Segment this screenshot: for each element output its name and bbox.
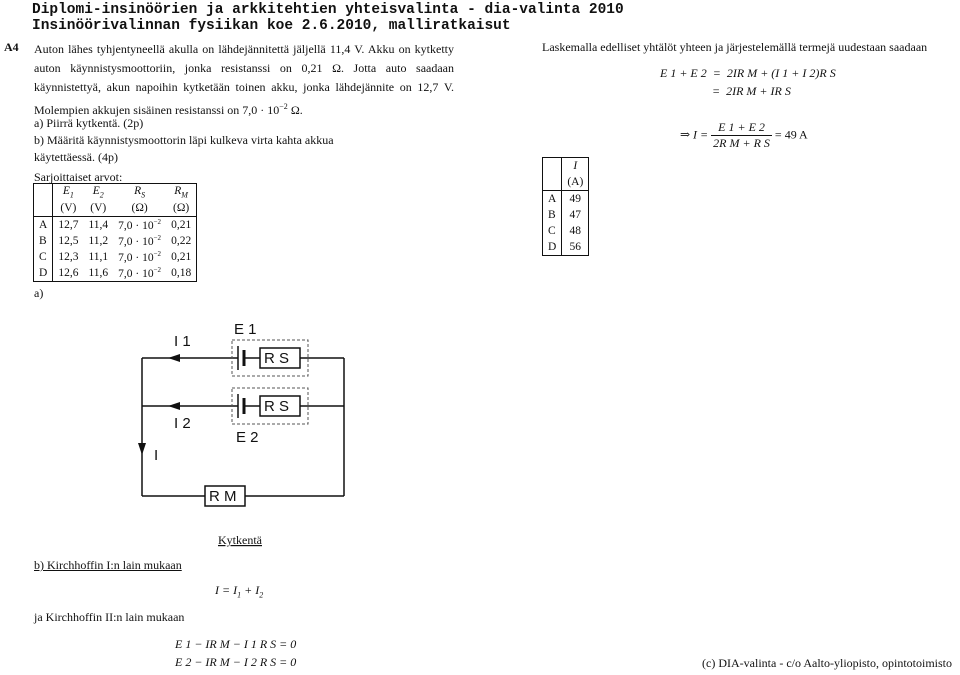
solution-kvl-intro: ja Kirchhoffin II:n lain mukaan xyxy=(34,610,185,624)
task-a: a) Piirrä kytkentä. (2p) xyxy=(34,116,144,130)
unit-rs: (Ω) xyxy=(113,200,166,217)
label-e2: E 2 xyxy=(236,429,259,446)
kvl-equation-1: E 1 − IR M − I 1 R S = 0 xyxy=(175,637,297,651)
sum-equation-line-2: = 2IR M + IR S xyxy=(712,84,791,98)
table-row: D 56 xyxy=(543,239,589,256)
diagram-label-a: a) xyxy=(34,286,44,300)
label-i1: I 1 xyxy=(174,333,191,350)
kvl-equation-2: E 2 − IR M − I 2 R S = 0 xyxy=(175,655,297,669)
header-line-2: Insinöörivalinnan fysiikan koe 2.6.2010, malliratkaisut xyxy=(32,18,511,34)
solution-intro: Laskemalla edelliset yhtälöt yhteen ja järjestelemällä termejä uudestaan saadaan xyxy=(542,40,928,54)
unit-e2: (V) xyxy=(83,200,113,217)
label-e1: E 1 xyxy=(234,321,257,338)
unit-empty xyxy=(34,200,53,217)
sum-equation-line-1: E 1 + E 2 = 2IR M + (I 1 + I 2)R S xyxy=(660,66,836,80)
kcl-equation: $I = I_1 + I_2$ xyxy=(215,583,264,600)
header-rm: $R_M$ xyxy=(174,184,188,200)
values-table-title: Sarjoittaiset arvot: xyxy=(34,170,123,184)
header-rs: $R_S$ xyxy=(134,184,146,200)
statement-exponent: −2 xyxy=(279,102,288,111)
table-row: A 49 xyxy=(543,191,589,208)
unit-rm: (Ω) xyxy=(166,200,197,217)
circuit-diagram xyxy=(120,318,380,558)
task-list xyxy=(34,115,454,166)
label-i2: I 2 xyxy=(174,415,191,432)
header-e1: $E_1$ xyxy=(62,184,74,200)
table-row: A 12,7 11,4 $7,0 \cdot 10^{-2}$ 0,21 xyxy=(34,217,197,234)
task-b: b) Määritä käynnistysmoottorin läpi kulkeva virta kahta akkua käytettäessä. (4p) xyxy=(34,133,334,164)
table-row: D 12,6 11,6 $7,0 \cdot 10^{-2}$ 0,18 xyxy=(34,265,197,282)
header-e2: $E_2$ xyxy=(92,184,104,200)
page-header xyxy=(32,2,624,34)
solution-part-b: b) Kirchhoffin I:n lain mukaan xyxy=(34,558,182,572)
label-rm: R M xyxy=(209,488,237,505)
diagram-caption: Kytkentä xyxy=(218,533,262,547)
label-rs-bottom: R S xyxy=(264,398,290,415)
header-empty xyxy=(34,184,53,201)
table-row: B 47 xyxy=(543,207,589,223)
problem-statement xyxy=(34,40,454,120)
result-table: I (A) A 49 B 47 C 48 D 56 xyxy=(542,157,589,256)
result-equation: ⇒ I = $\frac{E 1 + E 2}{\text{2R M + R S}}$ = 49 A xyxy=(680,120,808,150)
unit-e1: (V) xyxy=(53,200,84,217)
statement-end: Ω. xyxy=(287,103,303,117)
footer: (c) DIA-valinta - c/o Aalto-yliopisto, opintotoimisto xyxy=(702,656,952,670)
table-row: B 12,5 11,2 $7,0 \cdot 10^{-2}$ 0,22 xyxy=(34,233,197,249)
table-row: C 48 xyxy=(543,223,589,239)
header-line-1: Diplomi-insinöörien ja arkkitehtien yhteisvalinta - dia-valinta 2010 xyxy=(32,2,624,18)
label-rs-top: R S xyxy=(264,350,290,367)
table-row: C 12,3 11,1 $7,0 \cdot 10^{-2}$ 0,21 xyxy=(34,249,197,265)
problem-number: A4 xyxy=(4,40,19,54)
statement-text: Auton lähes tyhjentyneellä akulla on lähdejännitettä jäljellä 11,4 V. Akku on kytketty auton käynnistysmoottoriin, jonka resistanssi on 0,21 Ω. Jotta auto saadaan käynnistettyä, akun napoihin kytketään toinen akku, jonka lähdejännite on 12,7 V. Molempien akkujen sisäinen resistanssi on 7,0 · 10 xyxy=(34,42,454,117)
label-i: I xyxy=(154,447,159,464)
values-table xyxy=(33,183,197,282)
